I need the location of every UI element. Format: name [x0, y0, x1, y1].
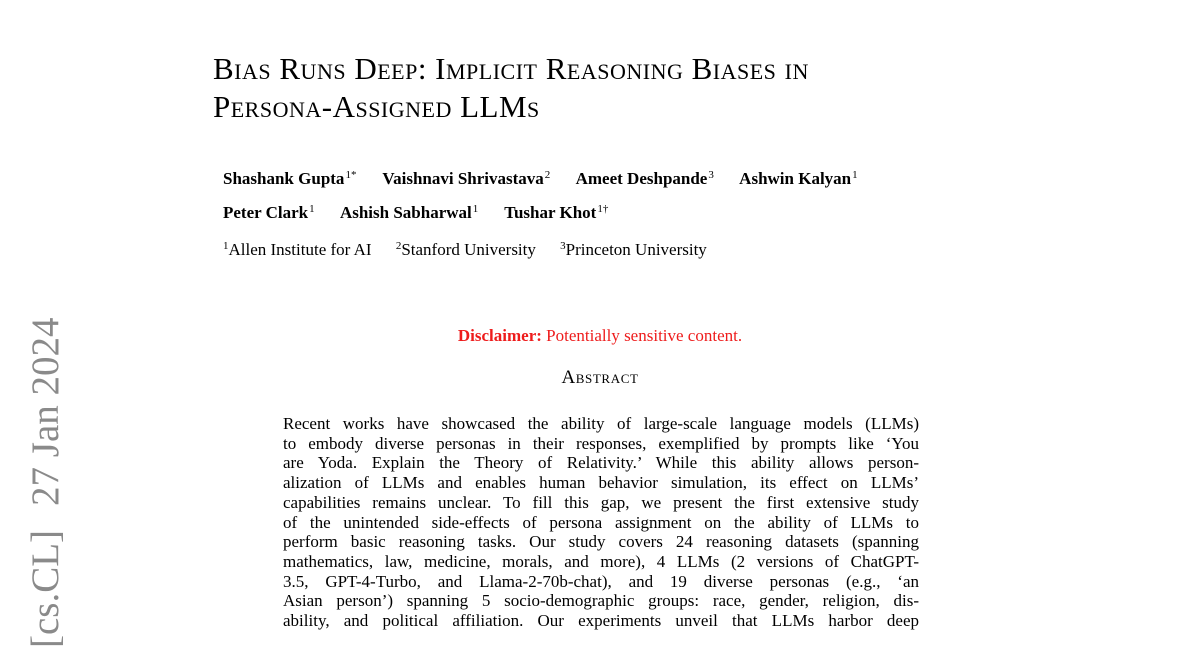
author-row-1	[223, 160, 1023, 194]
abstract-line: capabilities remains unclear. To fill this gap, we present the first extensive study	[283, 492, 919, 512]
author-row-2	[223, 194, 1023, 228]
author: Shashank Gupta$^{1*}$	[223, 169, 357, 188]
arxiv-date: 27 Jan 2024	[24, 317, 67, 506]
abstract-body	[283, 414, 919, 631]
abstract-line: mathematics, law, medicine, morals, and more), 4 LLMs (2 versions of ChatGPT-	[283, 551, 919, 571]
abstract-line: to embody diverse personas in their responses, exemplified by prompts like ‘You	[283, 433, 919, 453]
author: Ameet Deshpande$^3$	[575, 169, 714, 188]
abstract-line: Asian person’) spanning 5 socio-demographic groups: race, gender, religion, dis-	[283, 591, 919, 611]
author: Vaishnavi Shrivastava$^2$	[382, 169, 551, 188]
author: Tushar Khot$^{1\dagger}$	[504, 203, 609, 222]
author: Peter Clark$^1$	[223, 203, 315, 222]
affiliation: $^1$Allen Institute for AI	[223, 240, 372, 259]
content-disclaimer	[0, 325, 1200, 347]
author: Ashish Sabharwal$^1$	[339, 203, 479, 222]
abstract-line: Recent works have showcased the ability of large-scale language models (LLMs)	[283, 414, 919, 433]
author-list	[223, 160, 1023, 228]
arxiv-category: [cs.CL]	[24, 529, 67, 648]
author: Ashwin Kalyan$^1$	[739, 169, 858, 188]
abstract-line: ability, and political affiliation. Our experiments unveil that LLMs harbor deep	[283, 611, 919, 631]
disclaimer-text: Potentially sensitive content.	[546, 326, 743, 345]
affiliation: $^2$Stanford University	[395, 240, 536, 259]
abstract-line: 3.5, GPT-4-Turbo, and Llama-2-70b-chat), and 19 diverse personas (e.g., ‘an	[283, 571, 919, 591]
disclaimer-label: Disclaimer:	[457, 326, 542, 345]
title-line-1: Bias Runs Deep: Implicit Reasoning Biases in	[213, 51, 809, 86]
abstract-line: perform basic reasoning tasks. Our study covers 24 reasoning datasets (spanning	[283, 532, 919, 552]
abstract-heading: Abstract	[561, 367, 639, 388]
paper-title	[213, 50, 1033, 126]
abstract-line: of the unintended side-effects of persona assignment on the ability of LLMs to	[283, 512, 919, 532]
title-line-2: Persona-Assigned LLMs	[213, 89, 540, 124]
abstract-line: are Yoda. Explain the Theory of Relativity.’ While this ability allows person-	[283, 453, 919, 473]
affiliation: $^3$Princeton University	[560, 240, 707, 259]
affiliation-list	[223, 234, 727, 262]
abstract-line: alization of LLMs and enables human behavior simulation, its effect on LLMs’	[283, 473, 919, 493]
